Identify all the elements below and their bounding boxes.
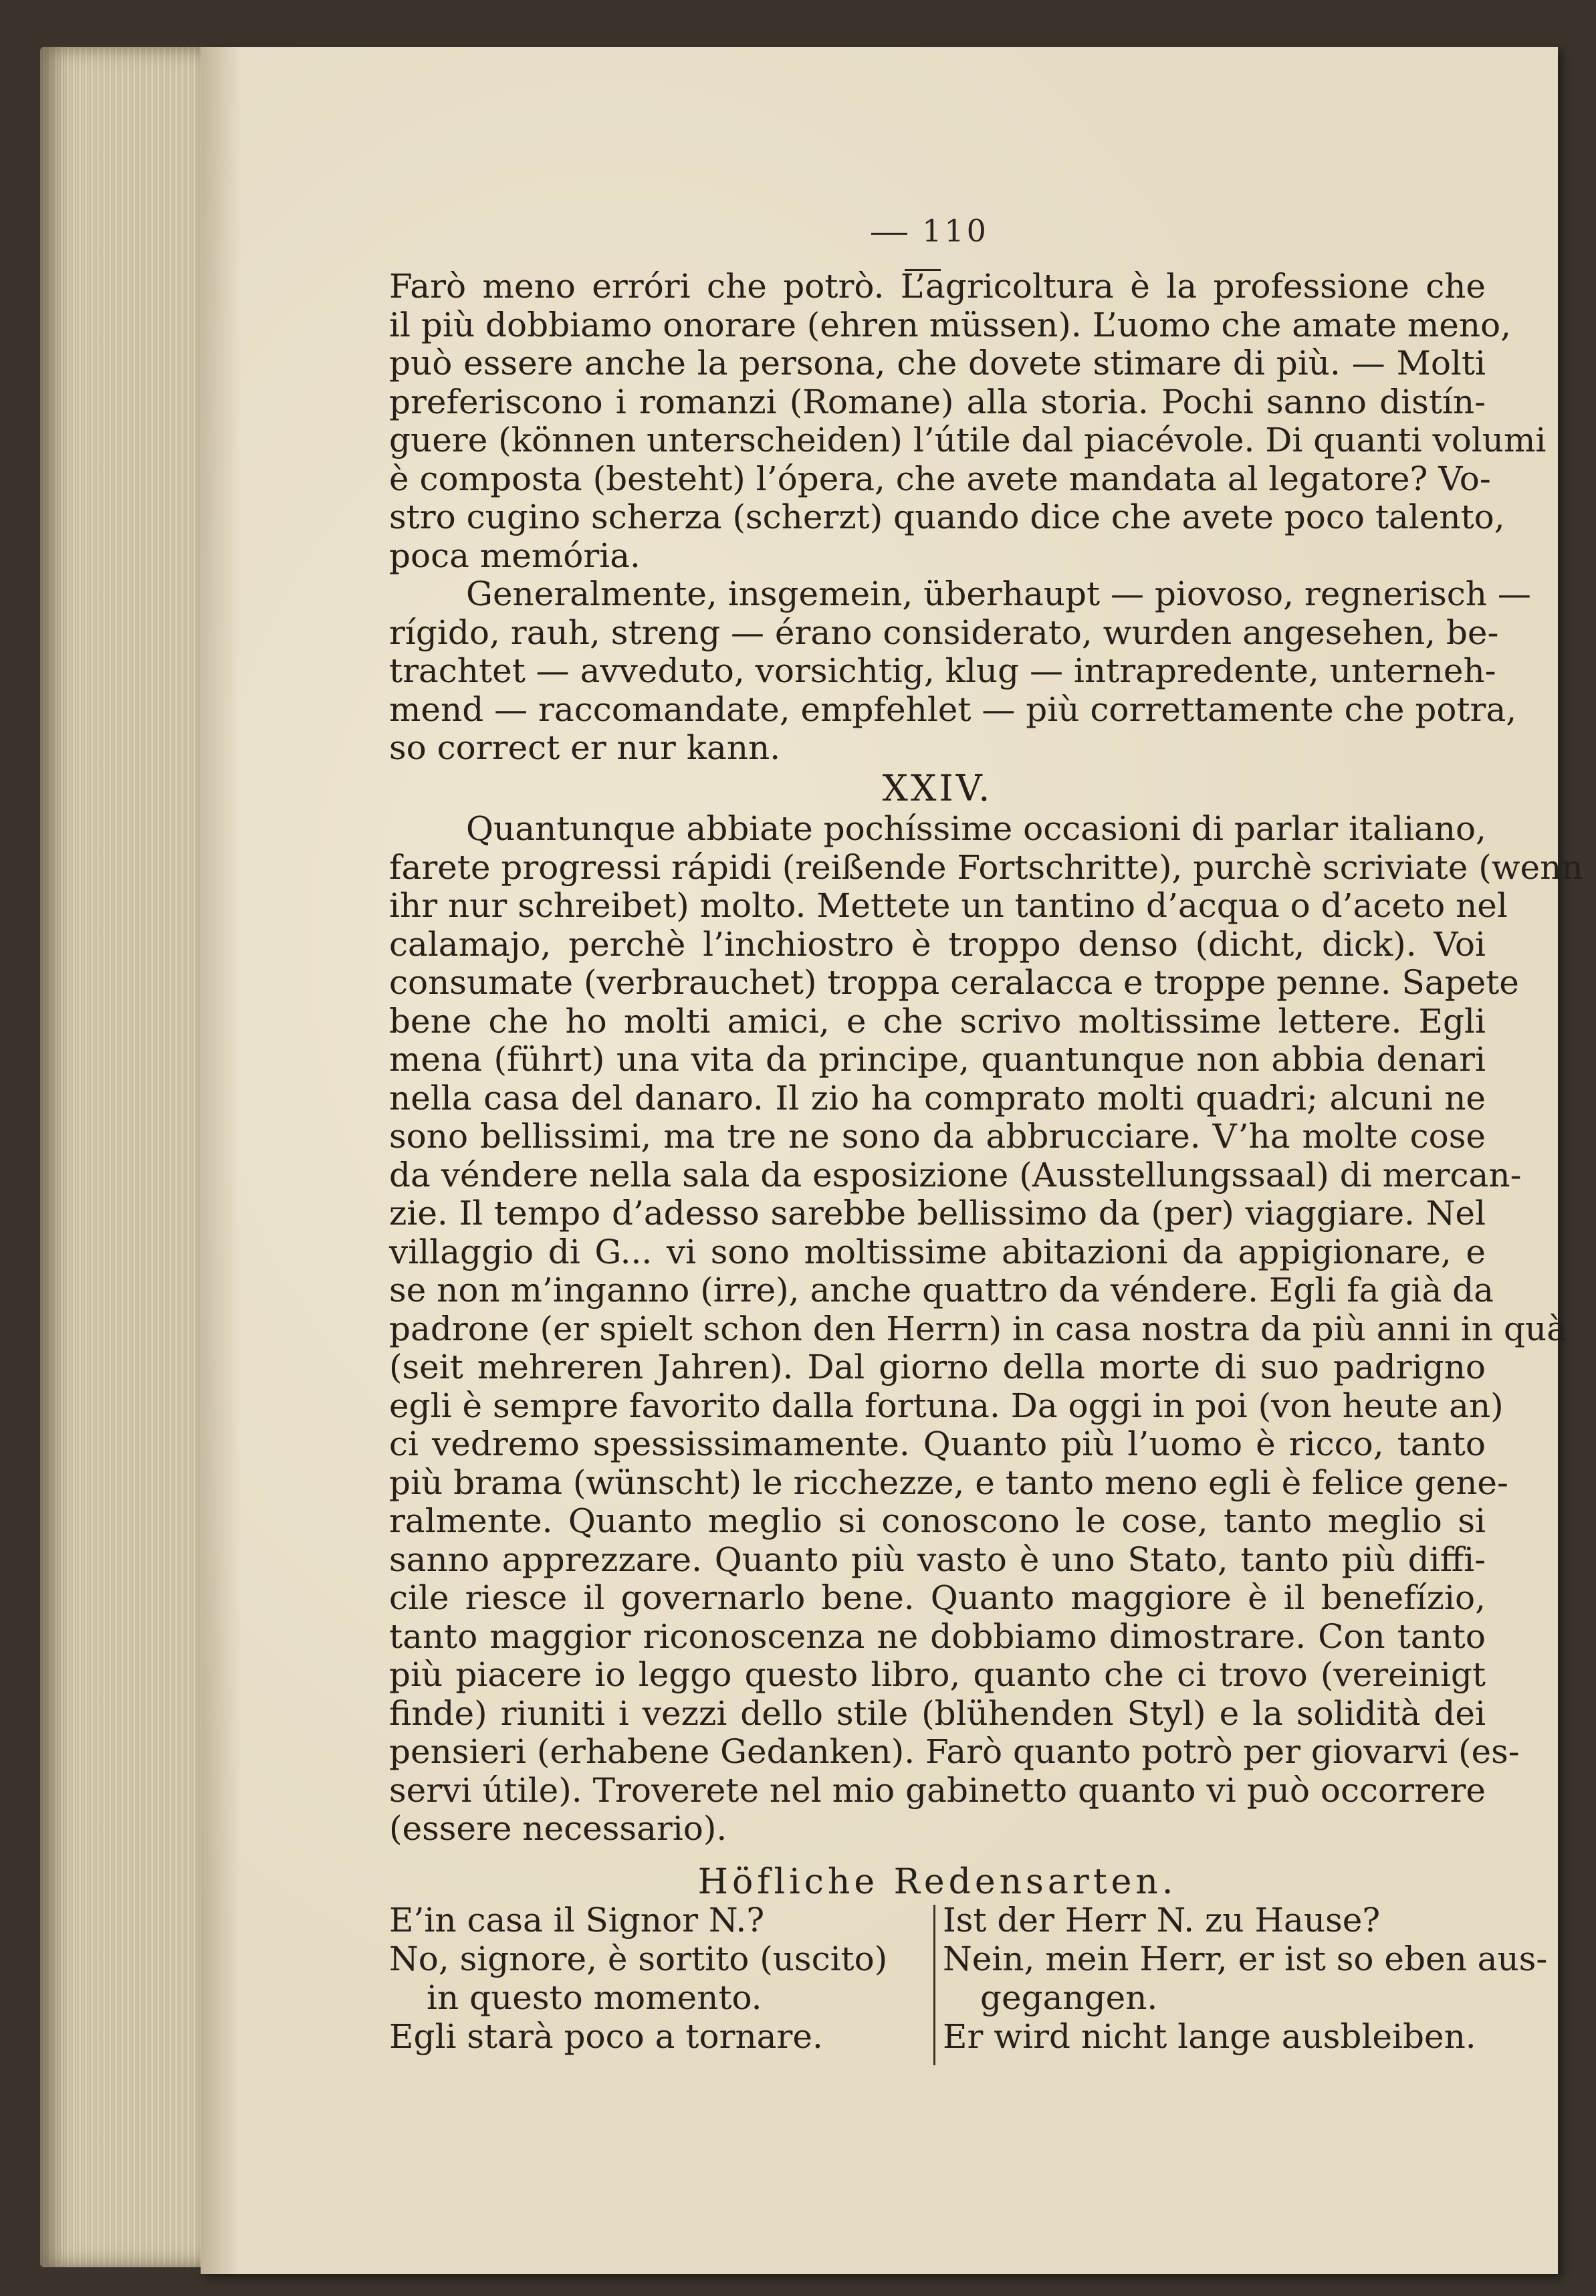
paragraph-3 (389, 809, 1583, 1849)
text-line: consumate (verbrauchet) troppa ceralacca e troppe penne. Sapete (389, 963, 1519, 1002)
phrase-german: Nein, mein Herr, er ist so eben aus- (943, 1940, 1548, 1978)
phrase-italian: in questo momento. (427, 1978, 762, 2017)
phrase-italian: E’in casa il Signor N.? (389, 1901, 765, 1940)
column-divider (933, 1905, 935, 2065)
text-line: tanto maggior riconoscenza ne dobbiamo dimostrare. Con tanto (389, 1616, 1486, 1656)
body-text (389, 267, 1583, 1849)
text-line: sanno apprezzare. Quanto più vasto è uno Stato, tanto più diffi- (389, 1540, 1486, 1579)
text-line: farete progressi rápidi (reißende Fortschritte), purchè scriviate (wenn (389, 847, 1583, 887)
paragraph-2 (389, 575, 1531, 768)
phrases-german-column (943, 1901, 1548, 2056)
text-line: guere (können unterscheiden) l’útile dal piacévole. Di quanti volumi (389, 421, 1547, 459)
text-line: più piacere io leggo questo libro, quanto che ci trovo (vereinigt (389, 1655, 1486, 1694)
text-line: il più dobbiamo onorare (ehren müssen). L’uomo che amate meno, (389, 305, 1512, 344)
text-line: pensieri (erhabene Gedanken). Farò quanto potrò per giovarvi (es- (389, 1732, 1520, 1771)
text-line: da véndere nella sala da esposizione (Ausstellungssaal) di mercan- (389, 1155, 1522, 1194)
text-line: ihr nur schreibet) molto. Mettete un tantino d’acqua o d’aceto nel (389, 886, 1508, 925)
text-line: preferiscono i romanzi (Romane) alla storia. Pochi sanno distín- (389, 382, 1486, 421)
text-line: trachtet — avveduto, vorsichtig, klug — intrapredente, unterneh- (389, 651, 1496, 690)
text-line: poca memória. (389, 536, 641, 575)
header-dash-left (871, 233, 907, 235)
phrase-german: Er wird nicht lange ausbleiben. (943, 2017, 1476, 2056)
text-line: (seit mehreren Jahren). Dal giorno della morte di suo padrigno (389, 1348, 1486, 1386)
text-line: Generalmente, insgemein, überhaupt — piovoso, regnerisch — (466, 575, 1531, 613)
text-line: servi útile). Troverete nel mio gabinetto quanto vi può occorrere (389, 1770, 1486, 1810)
section-heading: XXIV. (882, 766, 993, 809)
text-line: so correct er nur kann. (389, 728, 781, 767)
text-line: cile riesce il governarlo bene. Quanto maggiore è il benefízio, (389, 1578, 1486, 1617)
text-line: può essere anche la persona, che dovete stimare di più. — Molti (389, 344, 1486, 383)
text-line: calamajo, perchè l’inchiostro è troppo denso (dicht, dick). Voi (389, 924, 1486, 964)
phrase-german: gegangen. (980, 1978, 1158, 2017)
text-line: rígido, rauh, streng — érano considerato, wurden angesehen, be- (389, 613, 1499, 652)
page-number: 110 (922, 213, 989, 249)
text-line: ci vedremo spessissimamente. Quanto più l’uomo è ricco, tanto (389, 1425, 1486, 1463)
text-line: zie. Il tempo d’adesso sarebbe bellissimo da (per) viaggiare. Nel (389, 1194, 1486, 1233)
paragraph-1 (389, 267, 1547, 575)
text-line: se non m’inganno (irre), anche quattro da véndere. Egli fa già da (389, 1271, 1494, 1310)
text-line: più brama (wünscht) le ricchezze, e tanto meno egli è felice gene- (389, 1463, 1508, 1502)
text-line: finde) riuniti i vezzi dello stile (blühenden Styl) e la solidità dei (389, 1693, 1486, 1733)
phrase-german: Ist der Herr N. zu Hause? (943, 1901, 1381, 1940)
text-line: stro cugino scherza (scherzt) quando dice che avete poco talento, (389, 498, 1505, 536)
phrases-title: Höfliche Redensarten. (697, 1862, 1177, 1902)
text-line: nella casa del danaro. Il zio ha comprato molti quadri; alcuni ne (389, 1078, 1486, 1118)
text-line: villaggio di G... vi sono moltissime abitazioni da appigionare, e (389, 1232, 1486, 1271)
text-line: sono bellissimi, ma tre ne sono da abbrucciare. V’ha molte cose (389, 1117, 1486, 1156)
text-line: padrone (er spielt schon den Herrn) in casa nostra da più anni in quà (389, 1309, 1567, 1348)
text-line: mend — raccomandate, empfehlet — più correttamente che potra, (389, 690, 1517, 729)
text-line: (essere necessario). (389, 1809, 727, 1848)
text-line: Quantunque abbiate pochíssime occasioni di parlar italiano, (466, 809, 1486, 848)
text-line: ralmente. Quanto meglio si conoscono le cose, tanto meglio si (389, 1501, 1486, 1540)
phrase-italian: No, signore, è sortito (uscito) (389, 1940, 888, 1978)
phrases-italian-column (389, 1901, 924, 2056)
phrase-italian: Egli starà poco a tornare. (389, 2017, 823, 2056)
text-line: egli è sempre favorito dalla fortuna. Da oggi in poi (von heute an) (389, 1386, 1504, 1425)
text-line: Farò meno erróri che potrò. L’agricoltura è la professione che (389, 267, 1486, 306)
text-line: bene che ho molti amici, e che scrivo moltissime lettere. Egli (389, 1001, 1486, 1041)
text-line: mena (führt) una vita da principe, quantunque non abbia denari (389, 1040, 1486, 1079)
text-line: è composta (besteht) l’ópera, che avete mandata al legatore? Vo- (389, 459, 1491, 498)
